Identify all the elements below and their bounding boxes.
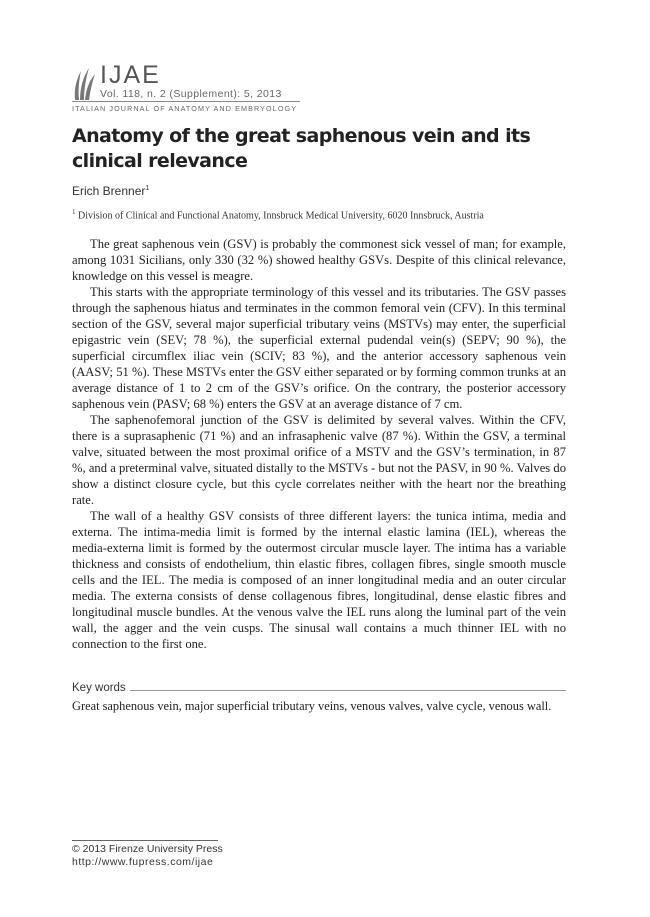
abstract-paragraph: The saphenofemoral junction of the GSV is delimited by several valves. Within the CFV, there is a suprasaphenic (71 %) and an infrasaphenic valve (87 %). Within the GSV, a terminal valve, situated between the most proximal orifice of a MSTV and the GSV’s termination, in 87 %, and a preterminal valve, situated distally to the MSTVs - but not the PASV, in 90 %. Valves do show a distinct closure cycle, but this cycle correlates neither with the heart nor the breathing rate. [72,413,566,507]
keywords-heading-label: Key words [72,682,126,694]
journal-logo-icon [72,66,98,102]
journal-name: IJAE [100,61,161,89]
affiliation-text: Division of Clinical and Functional Anatomy, Innsbruck Medical University, 6020 Innsbruck, Austria [78,210,484,222]
affiliation-mark: 1 [72,208,76,216]
footer-divider [72,840,218,841]
author-line [72,184,149,198]
abstract [72,236,566,652]
volume-info: Vol. 118, n. 2 (Supplement): 5, 2013 [100,88,282,100]
publisher-url[interactable]: http://www.fupress.com/ijae [72,856,214,868]
keywords-divider [130,690,566,691]
keywords-text: Great saphenous vein, major superficial tributary veins, venous valves, valve cycle, venous wall. [72,699,552,713]
journal-subtitle: ITALIAN JOURNAL OF ANATOMY AND EMBRYOLOGY [72,104,298,113]
journal-header [72,62,302,114]
copyright: © 2013 Firenze University Press [72,843,223,855]
abstract-paragraph: The wall of a healthy GSV consists of three different layers: the tunica intima, media and externa. The intima-media limit is formed by the internal elastic lamina (IEL), whereas the media-externa limit is formed by the outermost circular muscle layer. The intima has a variable thickness and consists of endothelium, thin elastic fibres, collagen fibres, single smooth muscle cells and the IEL. The media is composed of an inner longitudinal media and an outer circular media. The externa consists of dense collagenous fibres, longitudinal, dense elastic fibres and longitudinal muscle bundles. At the venous valve the IEL runs along the luminal part of the vein wall, the agger and the vein cusps. The sinusal wall contains a much thinner IEL with no connection to the first one. [72,509,566,651]
author-affiliation-mark: 1 [145,185,150,192]
affiliation [72,208,572,221]
abstract-paragraph: The great saphenous vein (GSV) is probably the commonest sick vessel of man; for example, among 1031 Sicilians, only 330 (32 %) showed healthy GSVs. Despite of this clinical relevance, knowledge on this vessel is meagre. [72,237,566,283]
article-title: Anatomy of the great saphenous vein and its clinical relevance [72,125,531,172]
keywords-heading [72,682,566,698]
header-divider [72,101,300,102]
footer [72,843,223,869]
abstract-paragraph: This starts with the appropriate terminology of this vessel and its tributaries. The GSV passes through the saphenous hiatus and terminates in the common femoral vein (CFV). In this terminal section of the GSV, several major superficial tributary veins (MSTVs) may enter, the superficial epigastric vein (SEV; 78 %), the superficial external pudendal vein(s) (SEPV; 90 %), the superficial circumflex iliac vein (SCIV; 83 %), and the anterior accessory saphenous vein (AASV; 51 %). These MSTVs enter the GSV either separated or by forming common trunks at an average distance of 1 to 2 cm of the GSV’s orifice. On the contrary, the posterior accessory saphenous vein (PASV; 68 %) enters the GSV at an average distance of 7 cm. [72,285,566,411]
author-name: Erich Brenner [72,184,146,198]
